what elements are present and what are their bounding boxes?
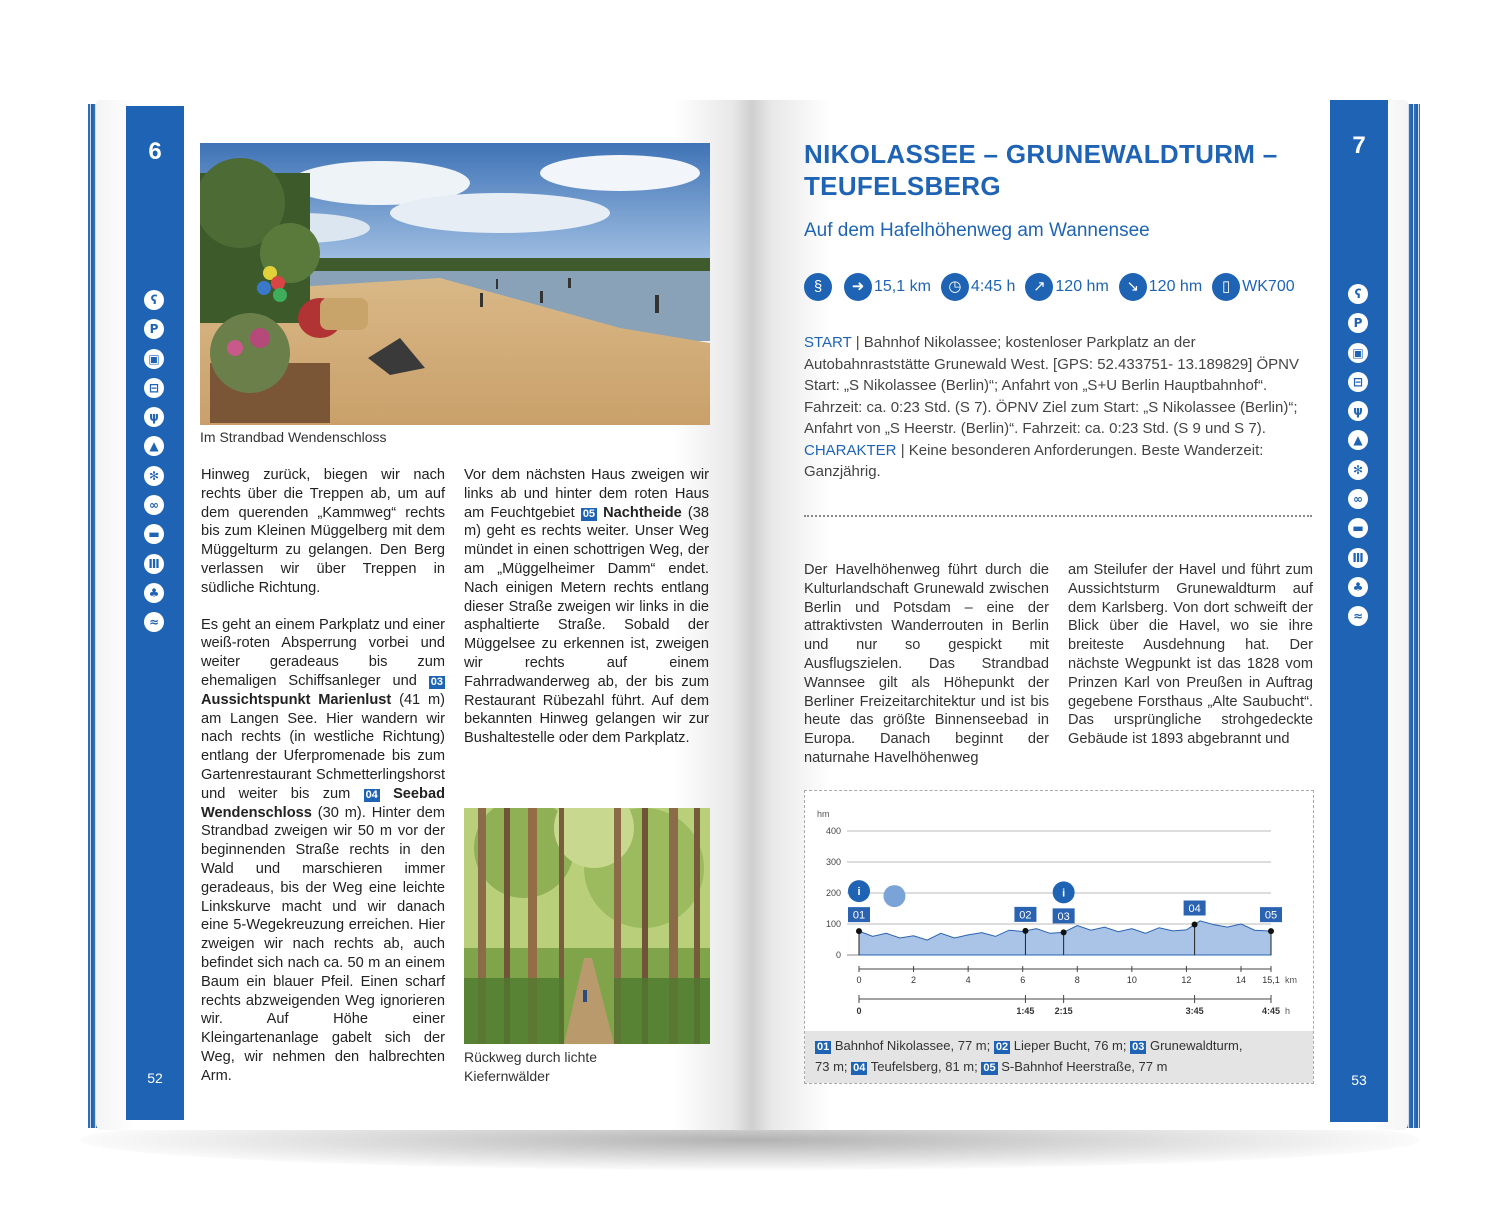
- x-tick-label: 6: [1020, 975, 1026, 985]
- cable-car-icon: ⊟: [1348, 372, 1368, 392]
- map-value: WK700: [1242, 278, 1295, 295]
- route-subtitle: Auf dem Hafelhöhenweg am Wannensee: [804, 220, 1150, 241]
- time-tick-label: 0: [856, 1006, 862, 1016]
- parking-icon: P: [1348, 313, 1368, 333]
- waypoint-name: Nachtheide: [603, 504, 682, 521]
- waypoint-badge: 04: [853, 1062, 866, 1074]
- signpost-icon: ➜: [844, 273, 872, 301]
- x-tick-label: 2: [911, 975, 917, 985]
- difficulty-stat: [804, 273, 834, 301]
- waypoint-name: Seebad Wendenschloss: [201, 785, 445, 821]
- bed-icon: ▬: [144, 524, 164, 544]
- y-tick-label: 100: [825, 919, 841, 929]
- snowflake-icon: ✻: [144, 466, 164, 486]
- bus-icon: ▣: [1348, 343, 1368, 363]
- paragraph: [201, 616, 445, 1086]
- paragraph: [464, 466, 709, 748]
- waypoint-badge: 02: [995, 1041, 1009, 1053]
- legend-text: Bahnhof Nikolassee, 77 m;: [834, 1038, 991, 1053]
- bicycle-icon: ∞: [144, 495, 164, 515]
- distance-stat: [844, 273, 931, 301]
- ascent-stat: [1025, 273, 1108, 301]
- waypoint-label: 02: [1019, 909, 1032, 922]
- title-line: TEUFELSBERG: [804, 171, 1001, 201]
- x-tick-label: 14: [1235, 975, 1246, 985]
- route-title: [804, 138, 1284, 202]
- museum-icon: Ⅲ: [144, 554, 164, 574]
- swimming-icon: ≈: [1348, 606, 1368, 626]
- forest-photo: [464, 808, 710, 1044]
- restaurant-icon: ψ: [144, 407, 164, 427]
- ascent-value: 120 hm: [1055, 278, 1109, 295]
- map-icon: ▯: [1212, 273, 1240, 301]
- text-span: (41 m) am Langen See. Hier wandern wir nach rechts (in westliche Richtung) entlang der Uferpromenade bis zum Gartenrestaurant Schmetterlingshorst und weiter bis zum: [201, 691, 445, 802]
- x-tick-label: 4: [965, 975, 971, 985]
- waypoint-dot: [856, 928, 862, 934]
- y-tick-label: 300: [825, 857, 841, 867]
- legend-text: Teufelsberg, 81 m;: [870, 1059, 978, 1074]
- beach-photo: [200, 143, 710, 425]
- paragraph: Hinweg zurück, biegen wir nach rechts über die Treppen ab, um auf dem querenden „Kammweg“ rechts bis zum Kleinen Müggelberg mit dem Müggelturm zu gelangen. Den Berg verlassen wir über Treppen in südliche Richtung.: [201, 467, 445, 596]
- chapter-number: 7: [1352, 132, 1366, 159]
- x-axis-unit: km: [1285, 975, 1297, 985]
- museum-icon: Ⅲ: [1348, 548, 1368, 568]
- camping-icon: ▲: [144, 436, 164, 456]
- legend-text: Grunewaldturm,: [1149, 1038, 1243, 1053]
- tree-icon: ♣: [144, 583, 164, 603]
- y-tick-label: 0: [835, 950, 841, 960]
- bicycle-icon: ∞: [1348, 489, 1368, 509]
- text-span: (38 m) geht es rechts weiter. Unser Weg mündet in einen schottrigen Weg, der am „Müggelheimer Damm“ endet. Nach einigen Metern rechts entlang dieser Straße zweigen wir links in die asphaltierte Straße. Sobald der Müggelsee zu erkennen ist, zweigen wir rechts auf einem Fahrradwanderweg ab, der bis zum Restaurant Rübezahl führt. Auf dem bekannten Hinweg gelangen wir zur Bushaltestelle oder dem Parkplatz.: [464, 504, 709, 747]
- bus-icon: ▣: [144, 349, 164, 369]
- snowflake-icon: ✻: [1348, 460, 1368, 480]
- waypoint-badge: 04: [365, 788, 378, 801]
- photo-caption: Im Strandbad Wendenschloss: [200, 429, 387, 445]
- map-stat: [1212, 273, 1294, 301]
- waypoint-label: 03: [1057, 910, 1070, 923]
- descent-value: 120 hm: [1148, 278, 1203, 295]
- right-text-column-1: Der Havelhöhenweg führt durch die Kulturlandschaft Grunewald zwischen Berlin und Potsdam – eine der attraktivsten Wanderrouten in Berlin und nur so gespickt mit Ausflugszielen. Das Strandbad Wannsee gilt als Höhepunkt der Berliner Freizeitarchitektur und ist bis heute das größte Binnenseebad in Europa. Danach beginnt der naturnahe Havelhöhenweg: [804, 562, 1049, 766]
- cable-car-icon: ⊟: [144, 378, 164, 398]
- ascent-arrow-icon: ↗: [1025, 273, 1053, 301]
- left-chapter-tab: [126, 106, 184, 1120]
- start-label: START: [804, 334, 852, 351]
- left-text-column-1: [201, 466, 445, 1104]
- duration-value: 4:45 h: [970, 278, 1016, 295]
- dotted-divider: [804, 515, 1312, 517]
- clock-icon: ◷: [941, 273, 969, 301]
- start-text: | Bahnhof Nikolassee; kostenloser Parkplatz an der Autobahnraststätte Grunewald West. [GPS: 52.433751- 13.189829] ÖPNV Start: „S Nikolassee (Berlin)“; Anfahrt von „S+U Berlin Hauptbahnhof“. Fahrzeit: ca. 0:23 Std. (S 7). ÖPNV Ziel zum Start: „S Nikolassee (Berlin)“; Anfahrt von „S Heerstr. (Berlin)“. Fahrzeit: ca. 0:23 Std. (S 9 und S 7).: [804, 334, 1300, 437]
- right-page-edge: [1406, 104, 1420, 1128]
- waypoint-label: 01: [852, 909, 866, 922]
- poi-marker-symbol: i: [857, 886, 861, 899]
- poi-marker: [883, 885, 905, 907]
- time-tick-label: 1:45: [1016, 1006, 1035, 1016]
- time-tick-label: 2:15: [1054, 1006, 1073, 1016]
- category-icons: [1348, 284, 1370, 636]
- legend-text: 73 m;: [815, 1059, 848, 1074]
- waypoint-label: 05: [1264, 909, 1278, 922]
- waypoint-name: Aussichtspunkt Marienlust: [201, 691, 392, 708]
- waypoint-badge: 03: [430, 675, 443, 688]
- swimming-icon: ≈: [144, 612, 164, 632]
- path-icon: §: [804, 273, 832, 301]
- caption-line: Rückweg durch lichte: [464, 1049, 598, 1065]
- x-tick-label: 12: [1181, 975, 1192, 985]
- text-span: (30 m). Hinter dem Strandbad zweigen wir 50 m vor der beginnenden Straße rechts in den Wald und marschieren immer geradeaus, bis der Weg eine leichte Linkskurve macht und wir danach eine 5-Wegekreuzung erreichen. Hier zweigen wir nach rechts ab, auch befindet sich nach ca. 50 m an einem Baum ein blauer Pfeil. Einen scharf rechts abzweigenden Weg ignorieren wir. Auf Höhe einer Kleingartenanlage gabelt sich der Weg, wir nehmen den halbrechten Arm.: [201, 804, 445, 1084]
- photo-caption: [464, 1048, 597, 1086]
- restaurant-icon: ψ: [1348, 401, 1368, 421]
- y-axis-unit: hm: [817, 809, 830, 819]
- elevation-chart: [805, 791, 1313, 1031]
- waypoint-dot: [1268, 928, 1274, 934]
- bed-icon: ▬: [1348, 518, 1368, 538]
- elevation-area: [859, 921, 1271, 955]
- x-tick-label: 8: [1074, 975, 1080, 985]
- page-number: 52: [147, 1070, 163, 1086]
- charakter-text: | Keine besonderen Anforderungen. Beste Wanderzeit: Ganzjährig.: [804, 441, 1264, 480]
- waypoint-label: 04: [1188, 902, 1201, 915]
- text-span: Vor dem nächsten Haus zweigen wir links ab und hinter dem roten Haus am Feuchtgebiet: [464, 467, 709, 521]
- waypoint-badge: 03: [1132, 1041, 1145, 1053]
- y-tick-label: 400: [825, 826, 841, 836]
- waypoint-badge: 01: [817, 1041, 830, 1053]
- parking-icon: P: [144, 319, 164, 339]
- camping-icon: ▲: [1348, 430, 1368, 450]
- time-tick-label: 4:45: [1261, 1006, 1281, 1016]
- tree-icon: ♣: [1348, 577, 1368, 597]
- x-tick-label: 0: [856, 975, 862, 985]
- descent-arrow-icon: ↘: [1119, 273, 1147, 301]
- bear-icon: ʕ: [1348, 284, 1368, 304]
- legend-text: S-Bahnhof Heerstraße, 77 m: [1001, 1059, 1168, 1074]
- elevation-profile: [804, 790, 1314, 1084]
- bear-icon: ʕ: [144, 290, 164, 310]
- category-icons: [144, 290, 166, 642]
- waypoint-badge: 05: [983, 1062, 996, 1074]
- page-number: 53: [1351, 1072, 1367, 1088]
- time-axis-unit: h: [1285, 1006, 1291, 1016]
- caption-line: Kiefernwälder: [464, 1068, 550, 1084]
- left-text-column-2: [464, 466, 709, 766]
- descent-stat: [1119, 273, 1202, 301]
- right-chapter-tab: [1330, 100, 1388, 1122]
- waypoint-badge: 05: [582, 507, 596, 520]
- text-span: Es geht an einem Parkplatz und einer weiß-roten Absperrung vorbei und weiter geradeaus bis zum ehemaligen Schiffsanleger und: [201, 616, 445, 689]
- route-info: [804, 332, 1304, 483]
- charakter-label: CHARAKTER: [804, 441, 897, 459]
- waypoint-dot: [1022, 928, 1028, 934]
- poi-marker-symbol: i: [1062, 887, 1066, 900]
- x-tick-label: 10: [1126, 975, 1137, 985]
- waypoint-legend: [805, 1031, 1313, 1083]
- waypoint-dot: [1192, 921, 1198, 927]
- legend-text: Lieper Bucht, 76 m;: [1013, 1038, 1127, 1053]
- x-tick-label: 15,1: [1262, 975, 1280, 985]
- y-tick-label: 200: [825, 888, 841, 898]
- route-stats: [804, 272, 1305, 302]
- duration-stat: [941, 273, 1015, 301]
- time-tick-label: 3:45: [1185, 1006, 1204, 1016]
- chapter-number: 6: [148, 138, 162, 165]
- title-line: NIKOLASSEE – GRUNEWALDTURM –: [804, 139, 1278, 169]
- distance-value: 15,1 km: [874, 278, 931, 295]
- waypoint-dot: [1061, 929, 1067, 935]
- right-text-column-2: am Steilufer der Havel und führt zum Aussichtsturm Grunewaldturm auf dem Karlsberg. Von dort schweift der Blick über die Havel, wo sie ihre breiteste Ausdehnung hat. Der nächste Wegpunkt ist das 1828 vom Prinzen Karl von Preußen in Auftrag gegebene Forsthaus „Alte Saubucht“. Das ursprüngliche strohgedeckte Gebäude ist 1893 abgebrannt und: [1068, 562, 1313, 748]
